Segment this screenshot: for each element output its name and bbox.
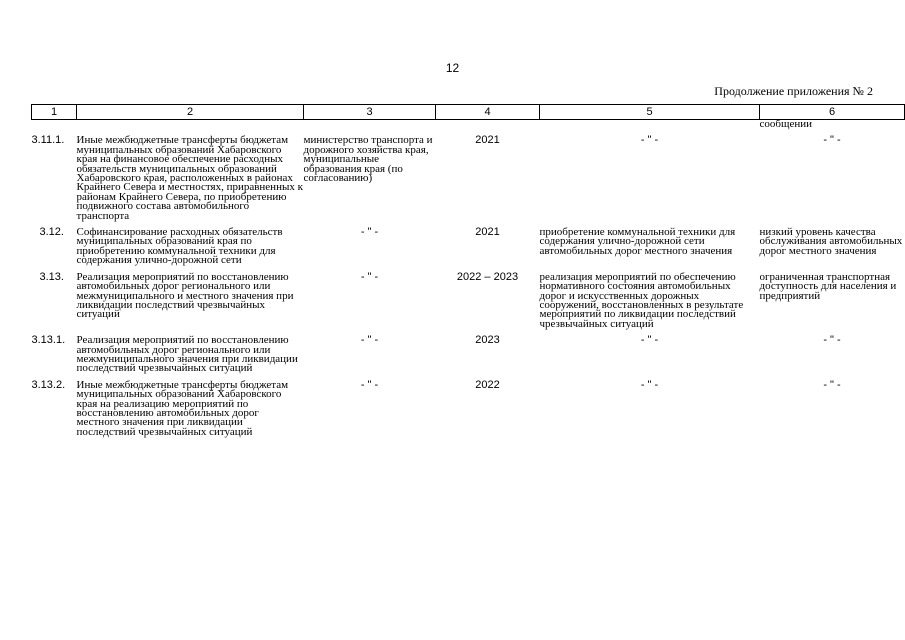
table-row xyxy=(32,381,905,444)
row-number: 3.12. xyxy=(39,226,64,239)
measure-description: Реализация мероприятий по восстановлению автомобильных дорог регионального или межмуниципального значения при ликвидации последствий чрезвычайных ситуаций xyxy=(76,334,298,375)
executor-cell: - " - xyxy=(360,334,379,347)
consequence-cell: низкий уровень качества обслуживания автомобильных дорог местного значения xyxy=(759,226,903,257)
period-cell: 2022 – 2023 xyxy=(456,270,519,283)
carry-over-text: сообщении xyxy=(759,118,812,130)
result-cell: реализация мероприятий по обеспечению нормативного состояния автомобильных дорог и искусственных дорожных сооружений, восстановленных в результате мероприятий по ликвидации последствий чрезвычайных ситуаций xyxy=(539,270,744,330)
column-header: 5 xyxy=(540,105,760,120)
executor-cell: - " - xyxy=(360,226,379,239)
table-row xyxy=(32,336,905,381)
column-header: 1 xyxy=(32,105,77,120)
result-cell: приобретение коммунальной техники для содержания улично-дорожной сети автомобильных дорог местного значения xyxy=(539,226,736,257)
row-number: 3.13.2. xyxy=(31,378,66,391)
period-cell: 2023 xyxy=(475,334,500,347)
executor-cell: - " - xyxy=(360,270,379,283)
appendix-continuation-label: Продолжение приложения № 2 xyxy=(714,84,873,98)
measure-description: Софинансирование расходных обязательств муниципальных образований края по приобретению коммунальной техники для содержания улично-дорожной сети xyxy=(76,226,283,267)
executor-cell: - " - xyxy=(360,378,379,391)
page-number: 12 xyxy=(445,61,460,75)
measure-description: Реализация мероприятий по восстановлению автомобильных дорог регионального или межмуниципального и местного значения при ликвидации последствий чрезвычайных ситуаций xyxy=(76,270,294,321)
table-row xyxy=(32,228,905,273)
column-header: 4 xyxy=(436,105,540,120)
result-cell: - " - xyxy=(640,378,659,391)
row-number: 3.13. xyxy=(39,270,64,283)
column-header: 6 xyxy=(760,105,905,120)
column-header: 2 xyxy=(77,105,304,120)
period-cell: 2021 xyxy=(475,226,500,239)
row-number: 3.11.1. xyxy=(31,134,65,147)
executor-cell: министерство транспорта и дорожного хозяйства края, муниципальные образования края (по согласованию) xyxy=(303,134,433,185)
column-header: 3 xyxy=(304,105,436,120)
consequence-cell: ограниченная транспортная доступность для населения и предприятий xyxy=(759,270,897,302)
consequence-cell: - " - xyxy=(823,334,841,347)
table-row xyxy=(32,136,905,228)
consequence-cell: - " - xyxy=(823,378,841,391)
measure-description: Иные межбюджетные трансферты бюджетам муниципальных образований Хабаровского края на финансовое обеспечение расходных обязательств муниципальных образований Хабаровского края, расположенных в районах Крайнего Севера и местностях, приравненных к районам Крайнего Севера, по приобретению подвижного состава автомобильного транспорта xyxy=(76,134,303,222)
consequence-cell: - " - xyxy=(823,134,841,147)
result-cell: - " - xyxy=(640,134,659,147)
measures-table xyxy=(31,104,905,444)
period-cell: 2022 xyxy=(475,378,500,391)
period-cell: 2021 xyxy=(475,134,500,147)
measure-description: Иные межбюджетные трансферты бюджетам муниципальных образований Хабаровского края на реализацию мероприятий по восстановлению автомобильных дорог местного значения при ликвидации последствий чрезвычайных ситуаций xyxy=(76,378,289,438)
table-row xyxy=(32,273,905,336)
result-cell: - " - xyxy=(640,334,659,347)
row-number: 3.13.1. xyxy=(31,334,66,347)
